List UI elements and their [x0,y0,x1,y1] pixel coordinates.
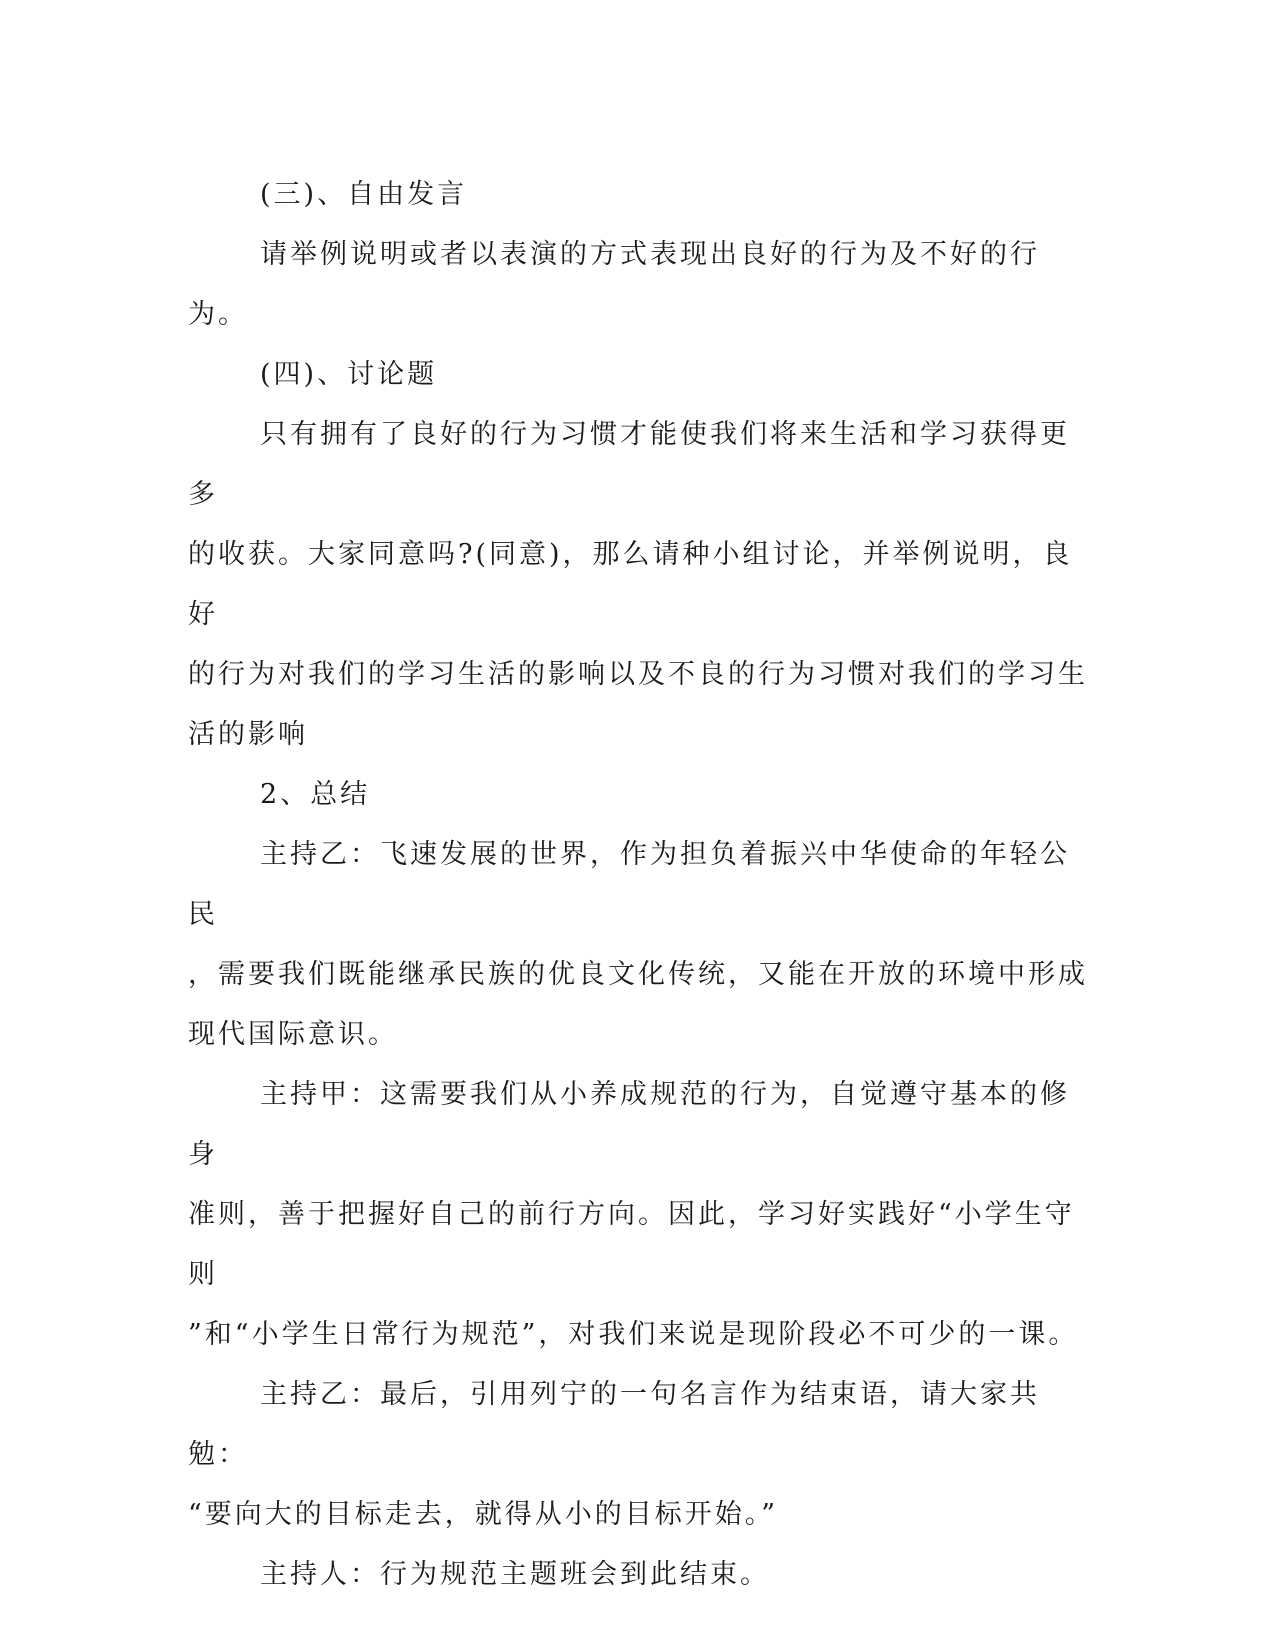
paragraph-line: 活的影响 [188,719,308,750]
paragraph-line: 主持甲：这需要我们从小养成规范的行为，自觉遵守基本的修身 [188,1079,1070,1170]
paragraph-line: ”和“小学生日常行为规范”，对我们来说是现阶段必不可少的一课。 [188,1319,1079,1350]
paragraph-line: “要向大的目标走去，就得从小的目标开始。” [188,1499,779,1530]
paragraph-discussion [188,405,1088,765]
section-heading-free-speech: (三)、自由发言 [260,179,468,210]
section-heading-summary: 2、总结 [260,779,371,810]
paragraph-line: 主持乙：最后，引用列宁的一句名言作为结束语，请大家共勉： [188,1379,1040,1470]
section-heading-discussion: (四)、讨论题 [260,359,438,390]
paragraph-host-closing: 主持人：行为规范主题班会到此结束。 [260,1559,770,1590]
paragraph-line: 现代国际意识。 [188,1019,398,1050]
paragraph-host-b-1 [188,825,1088,1065]
document-body [188,165,1088,1605]
paragraph-line: 准则，善于把握好自己的前行方向。因此，学习好实践好“小学生守则 [188,1199,1075,1290]
paragraph-line: 的行为对我们的学习生活的影响以及不良的行为习惯对我们的学习生 [188,659,1088,690]
paragraph-line: 的收获。大家同意吗?(同意)，那么请种小组讨论，并举例说明，良好 [188,539,1073,630]
paragraph-line: ，需要我们既能继承民族的优良文化传统，又能在开放的环境中形成 [188,959,1088,990]
paragraph-line: 只有拥有了良好的行为习惯才能使我们将来生活和学习获得更多 [188,419,1070,510]
paragraph-host-a [188,1065,1088,1365]
paragraph-line: 主持乙：飞速发展的世界，作为担负着振兴中华使命的年轻公民 [188,839,1070,930]
paragraph-free-speech-instruction: 请举例说明或者以表演的方式表现出良好的行为及不好的行为。 [188,239,1040,330]
paragraph-host-b-2 [188,1365,1088,1545]
